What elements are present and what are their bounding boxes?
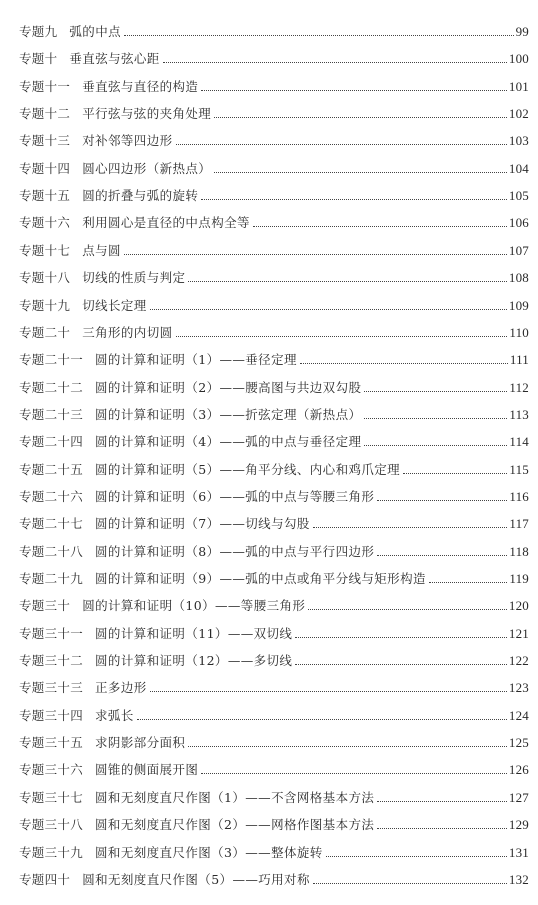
topic-number: 专题十 (19, 51, 58, 67)
page-number: 120 (508, 598, 529, 614)
topic-number: 专题十一 (19, 78, 71, 94)
toc-entry[interactable] (19, 12, 529, 39)
topic-title: 求弧长 (95, 707, 134, 723)
topic-number: 专题三十七 (19, 789, 84, 805)
dot-leader (188, 745, 507, 747)
page-number: 102 (508, 106, 529, 122)
topic-number: 专题二十四 (19, 434, 84, 450)
page-number: 108 (508, 270, 529, 286)
dot-leader (377, 827, 507, 829)
topic-title: 垂直弦与弦心距 (69, 51, 160, 67)
page-number: 116 (509, 488, 529, 504)
toc-entry[interactable] (19, 94, 529, 121)
dot-leader (300, 362, 508, 364)
topic-number: 专题十二 (19, 106, 71, 122)
toc-entry[interactable] (19, 231, 529, 258)
dot-leader (201, 198, 507, 200)
topic-number: 专题二十六 (19, 488, 84, 504)
topic-title: 圆的计算和证明（11）——双切线 (95, 625, 293, 641)
topic-title: 对补邻等四边形 (82, 133, 173, 149)
toc-entry[interactable] (19, 668, 529, 695)
topic-title: 切线的性质与判定 (82, 270, 186, 286)
dot-leader (313, 882, 507, 884)
toc-entry[interactable] (19, 860, 529, 887)
page-number: 127 (508, 789, 529, 805)
dot-leader (137, 718, 507, 720)
dot-leader (308, 608, 507, 610)
topic-number: 专题十八 (19, 270, 71, 286)
dot-leader (429, 581, 508, 583)
page-number: 126 (508, 762, 529, 778)
page-number: 115 (509, 461, 529, 477)
page-number: 111 (509, 352, 529, 368)
topic-number: 专题三十 (19, 598, 71, 614)
dot-leader (124, 34, 514, 36)
dot-leader (364, 390, 507, 392)
dot-leader (326, 855, 507, 857)
topic-title: 圆锥的侧面展开图 (95, 762, 199, 778)
topic-title: 三角形的内切圆 (82, 324, 173, 340)
toc-entry[interactable] (19, 121, 529, 148)
topic-number: 专题三十二 (19, 653, 84, 669)
topic-title: 圆的计算和证明（9）——弧的中点或角平分线与矩形构造 (95, 571, 426, 586)
topic-number: 专题三十一 (19, 625, 84, 641)
toc-entry[interactable] (19, 641, 529, 668)
dot-leader (403, 472, 507, 474)
toc-entry[interactable] (19, 67, 529, 94)
dot-leader (201, 772, 507, 774)
topic-number: 专题九 (19, 24, 58, 39)
toc-entry[interactable] (19, 778, 529, 805)
toc-entry[interactable] (19, 504, 529, 531)
toc-entry[interactable] (19, 340, 529, 367)
topic-number: 专题二十七 (19, 516, 84, 532)
topic-title: 利用圆心是直径的中点构全等 (82, 215, 250, 231)
dot-leader (150, 690, 507, 692)
dot-leader (124, 253, 507, 255)
toc-entry[interactable] (19, 696, 529, 723)
topic-number: 专题三十八 (19, 817, 84, 833)
toc-entry[interactable] (19, 313, 529, 340)
topic-title: 圆的计算和证明（10）——等腰三角形 (82, 598, 306, 614)
page-number: 125 (508, 735, 529, 751)
topic-title: 圆和无刻度直尺作图（1）——不含网格基本方法 (95, 789, 375, 805)
toc-entry[interactable] (19, 723, 529, 750)
dot-leader (176, 335, 508, 337)
toc-entry[interactable] (19, 422, 529, 449)
page-number: 101 (508, 78, 529, 94)
page-number: 105 (508, 188, 529, 204)
page-number: 109 (508, 297, 529, 313)
toc-entry[interactable] (19, 614, 529, 641)
page-number: 123 (508, 680, 529, 696)
dot-leader (377, 554, 507, 556)
topic-number: 专题十七 (19, 242, 71, 258)
topic-title: 圆的计算和证明（4）——弧的中点与垂径定理 (95, 434, 362, 450)
page-number: 129 (508, 817, 529, 833)
page-number: 119 (509, 571, 529, 586)
dot-leader (214, 171, 507, 173)
topic-number: 专题二十八 (19, 543, 84, 559)
toc-entry[interactable] (19, 149, 529, 176)
toc-entry[interactable] (19, 833, 529, 860)
dot-leader (377, 800, 507, 802)
topic-title: 点与圆 (82, 242, 121, 258)
topic-title: 弧的中点 (69, 24, 122, 39)
topic-number: 专题二十三 (19, 406, 84, 422)
topic-title: 圆和无刻度直尺作图（3）——整体旋转 (95, 844, 323, 860)
topic-title: 圆的计算和证明（8）——弧的中点与平行四边形 (95, 543, 375, 559)
page-number: 124 (508, 707, 529, 723)
topic-number: 专题三十三 (19, 680, 84, 696)
topic-number: 专题十四 (19, 160, 71, 176)
toc-entry[interactable] (19, 39, 529, 66)
toc-entry[interactable] (19, 258, 529, 285)
page-number: 122 (508, 653, 529, 669)
toc-entry[interactable] (19, 559, 529, 586)
topic-number: 专题三十四 (19, 707, 84, 723)
dot-leader (295, 636, 507, 638)
topic-number: 专题二十五 (19, 461, 84, 477)
topic-number: 专题十三 (19, 133, 71, 149)
topic-title: 圆和无刻度直尺作图（5）——巧用对称 (82, 871, 310, 887)
page-number: 131 (508, 844, 529, 860)
topic-title: 正多边形 (95, 680, 147, 696)
topic-title: 圆的折叠与弧的旋转 (82, 188, 199, 204)
toc-entry[interactable] (19, 203, 529, 230)
toc-entry[interactable] (19, 450, 529, 477)
toc-entry[interactable] (19, 477, 529, 504)
toc-entry[interactable] (19, 368, 529, 395)
page-number: 113 (509, 406, 529, 422)
topic-title: 垂直弦与直径的构造 (82, 78, 199, 94)
topic-title: 圆的计算和证明（3）——折弦定理（新热点） (95, 406, 362, 422)
topic-title: 切线长定理 (82, 297, 147, 313)
topic-title: 圆的计算和证明（6）——弧的中点与等腰三角形 (95, 488, 375, 504)
topic-title: 圆的计算和证明（12）——多切线 (95, 653, 293, 669)
topic-number: 专题二十一 (19, 352, 84, 368)
topic-title: 求阴影部分面积 (95, 735, 186, 751)
toc-entry[interactable] (19, 532, 529, 559)
toc-entry[interactable] (19, 176, 529, 203)
toc-entry[interactable] (19, 805, 529, 832)
page-number: 117 (509, 516, 529, 532)
page-number: 99 (515, 24, 529, 39)
topic-title: 圆心四边形（新热点） (82, 160, 212, 176)
dot-leader (295, 663, 507, 665)
page-number: 100 (508, 51, 529, 67)
topic-number: 专题二十二 (19, 379, 84, 395)
page-number: 104 (508, 160, 529, 176)
topic-title: 平行弦与弦的夹角处理 (82, 106, 212, 122)
topic-number: 专题二十九 (19, 571, 84, 586)
topic-number: 专题三十九 (19, 844, 84, 860)
topic-title: 圆和无刻度直尺作图（2）——网格作图基本方法 (95, 817, 375, 833)
dot-leader (364, 444, 507, 446)
dot-leader (150, 308, 507, 310)
page-number: 132 (508, 871, 529, 887)
toc-entry[interactable] (19, 750, 529, 777)
page-number: 121 (508, 625, 529, 641)
dot-leader (201, 89, 507, 91)
dot-leader (377, 499, 507, 501)
topic-number: 专题四十 (19, 871, 71, 887)
topic-number: 专题三十六 (19, 762, 84, 778)
page-number: 114 (509, 434, 529, 450)
topic-title: 圆的计算和证明（7）——切线与勾股 (95, 516, 310, 532)
topic-title: 圆的计算和证明（5）——角平分线、内心和鸡爪定理 (95, 461, 401, 477)
page-number: 106 (508, 215, 529, 231)
dot-leader (253, 225, 507, 227)
toc-entry[interactable] (19, 395, 529, 422)
toc-entry[interactable] (19, 286, 529, 313)
topic-number: 专题二十 (19, 324, 71, 340)
dot-leader (364, 417, 507, 419)
page-number: 110 (509, 324, 529, 340)
dot-leader (313, 526, 508, 528)
toc-entry[interactable] (19, 586, 529, 613)
topic-number: 专题三十五 (19, 735, 84, 751)
page-number: 103 (508, 133, 529, 149)
dot-leader (176, 143, 507, 145)
dot-leader (163, 61, 507, 63)
topic-title: 圆的计算和证明（1）——垂径定理 (95, 352, 297, 368)
topic-title: 圆的计算和证明（2）——腰高图与共边双勾股 (95, 379, 362, 395)
topic-number: 专题十九 (19, 297, 71, 313)
topic-number: 专题十五 (19, 188, 71, 204)
page-number: 107 (508, 242, 529, 258)
dot-leader (214, 116, 507, 118)
dot-leader (188, 280, 506, 282)
page-number: 118 (509, 543, 529, 559)
page-number: 112 (509, 379, 529, 395)
topic-number: 专题十六 (19, 215, 71, 231)
